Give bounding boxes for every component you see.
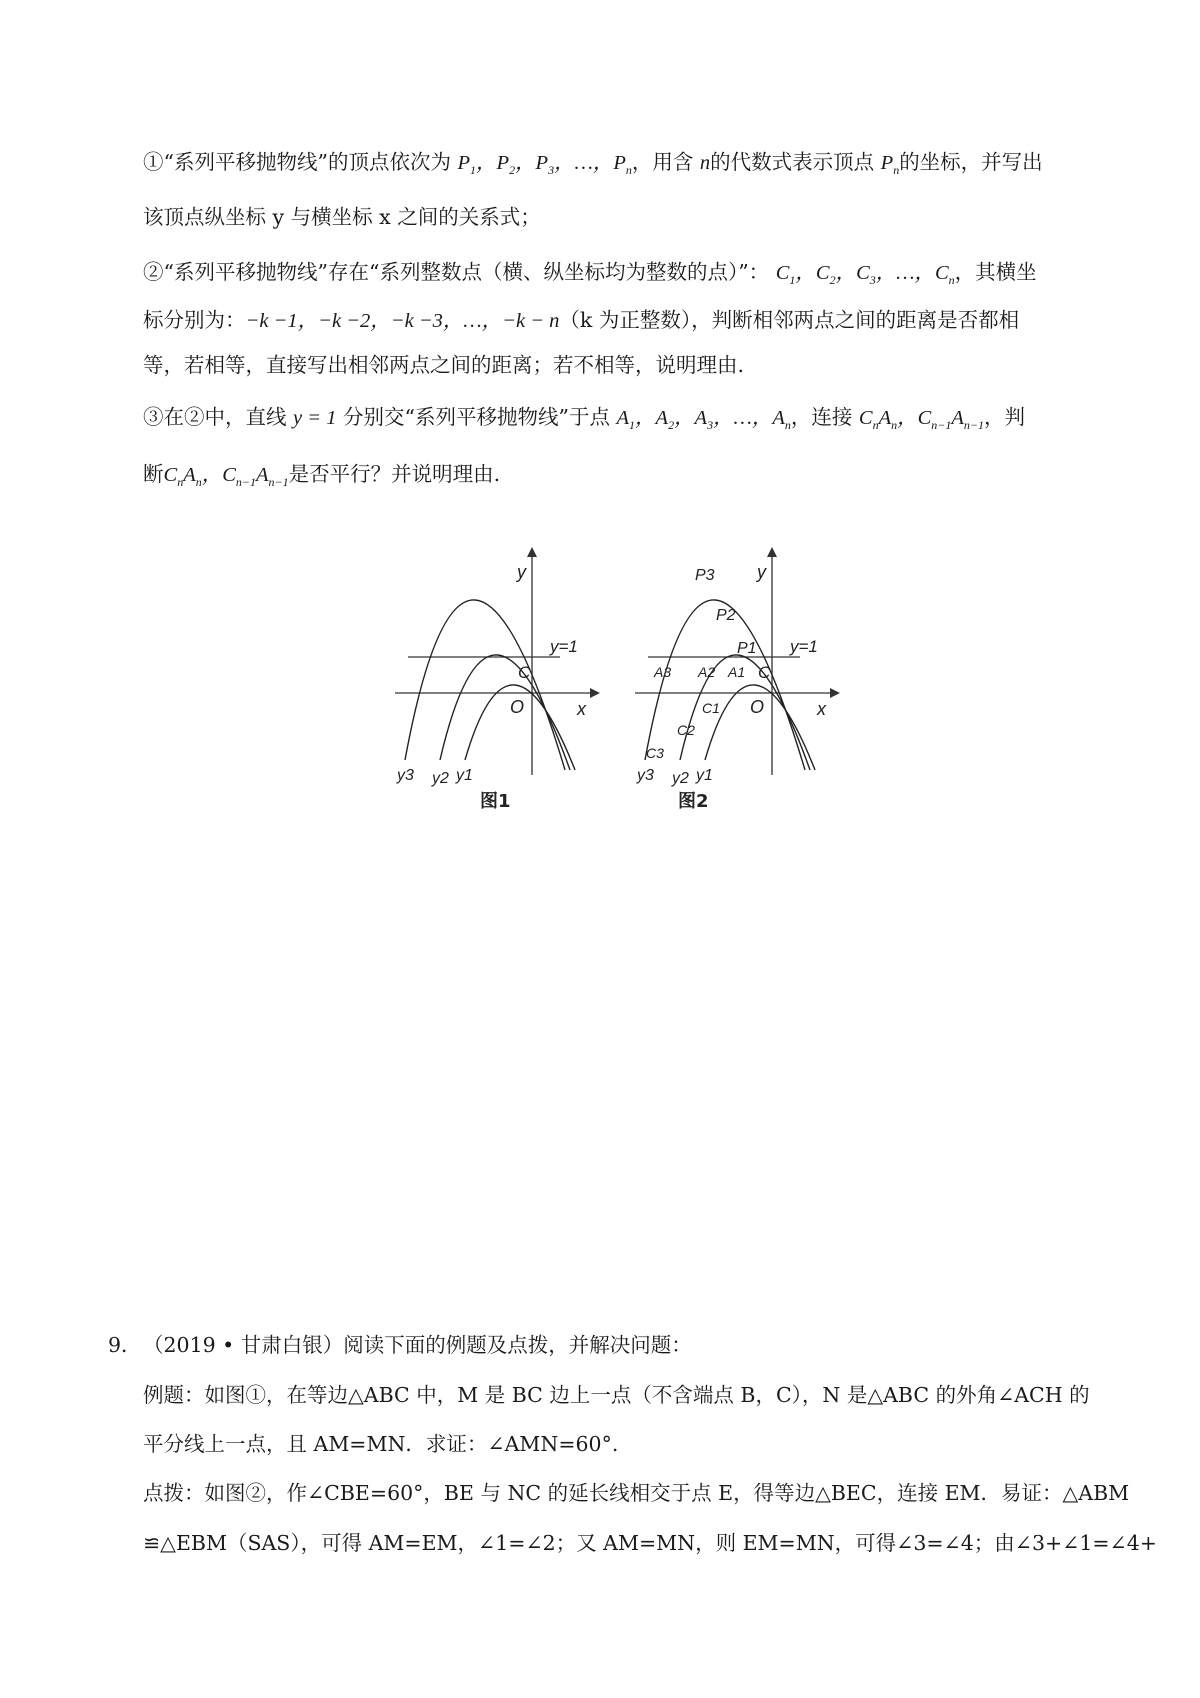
x-axis-label: x: [577, 699, 586, 719]
y-axis-arrow: [767, 547, 777, 557]
point-c3-label: C3: [646, 745, 664, 761]
origin-label: O: [750, 697, 765, 717]
q8-paragraph-1-line-2: 该顶点纵坐标 y 与横坐标 x 之间的关系式；: [143, 205, 541, 229]
y-axis-arrow: [527, 547, 537, 557]
vertex-p3-label: P3: [695, 567, 715, 584]
q8-paragraph-2-line-1: ②“系列平移抛物线”存在“系列整数点（横、纵坐标均为整数的点）”： $C_1$，$C_2$，$C_3$，…，$C_n$，其横坐: [143, 260, 1037, 287]
curve-y2-label: y2: [432, 770, 449, 787]
x-axis-arrow: [830, 688, 840, 698]
curve-y3-label: y3: [637, 767, 654, 784]
question-9-line-2: 例题：如图①，在等边△ABC 中，M 是 BC 边上一点（不含端点 B，C），N 是△ABC 的外角∠ACH 的: [143, 1383, 1090, 1407]
question-9-line-5: ≌△EBM（SAS），可得 AM=EM，∠1=∠2；又 AM=MN，则 EM=MN，可得∠3=∠4；由∠3+∠1=∠4+: [143, 1531, 1157, 1555]
question-9-number: 9．: [108, 1333, 142, 1357]
point-a2-label: A2: [698, 664, 716, 680]
question-9-line-4: 点拨：如图②，作∠CBE=60°，BE 与 NC 的延长线相交于点 E，得等边△BEC，连接 EM．易证：△ABM: [143, 1481, 1130, 1505]
point-a1-label: A1: [728, 664, 746, 680]
q8-paragraph-2-line-2: 标分别为：−k −1，−k −2，−k −3，…，−k − n（k 为正整数），判断相邻两点之间的距离是否都相: [143, 308, 1020, 332]
x-axis-arrow: [590, 688, 600, 698]
question-9-line-1: （2019 • 甘肃白银）阅读下面的例题及点拨，并解决问题：: [143, 1333, 692, 1357]
curve-y2-label: y2: [672, 770, 689, 787]
q8-paragraph-3-line-1: ③在②中，直线 y = 1 分别交“系列平移抛物线”于点 $A_1$，$A_2$，$A_3$，…，$A_n$，连接 $C_nA_n$，$C_{n-1}A_{n-1}$，判: [143, 405, 1026, 432]
line-label: y=1: [790, 637, 818, 656]
math-p-sequence: $P_1$，$P_2$，$P_3$，…，$P_n$: [457, 152, 632, 177]
curve-y3-label: y3: [397, 767, 414, 784]
parabola-y3: [405, 600, 565, 770]
curve-y1-label: y1: [696, 767, 713, 784]
x-axis-label: x: [817, 699, 826, 719]
q8-paragraph-2-line-3: 等，若相等，直接写出相邻两点之间的距离；若不相等，说明理由.: [143, 353, 745, 377]
question-9-line-3: 平分线上一点，且 AM=MN．求证：∠AMN=60°.: [143, 1432, 619, 1456]
line-label: y=1: [550, 637, 578, 656]
vertex-p1-label: P1: [737, 640, 757, 657]
figure-1-caption: 图1: [480, 791, 511, 810]
origin-label: O: [510, 697, 525, 717]
point-a3-label: A3: [654, 664, 672, 680]
parabola-y3: [645, 600, 805, 770]
q8-paragraph-1-line-1: ①“系列平移抛物线”的顶点依次为 $P_1$，$P_2$，$P_3$，…，$P_n$，用含 n的代数式表示顶点 $P_n$的坐标，并写出: [143, 150, 1043, 177]
point-c-label: C: [758, 663, 771, 682]
math-a-sequence: $A_1$，$A_2$，$A_3$，…，$A_n$: [616, 407, 791, 432]
figure-2-caption: 图2: [678, 791, 709, 810]
y-axis-label: y: [517, 562, 526, 582]
figure-2: [630, 545, 840, 810]
math-c-sequence: $C_1$，$C_2$，$C_3$，…，$C_n$: [775, 262, 955, 287]
point-c2-label: C2: [677, 722, 695, 738]
parabola-y2: [440, 655, 570, 770]
point-c1-label: C1: [702, 700, 720, 716]
y-axis-label: y: [757, 562, 766, 582]
vertex-p2-label: P2: [716, 607, 736, 624]
q8-paragraph-3-line-2: 断$C_nA_n$，$C_{n-1}A_{n-1}$是否平行？并说明理由.: [143, 462, 501, 489]
figure-1: [390, 545, 600, 810]
curve-y1-label: y1: [456, 767, 473, 784]
point-c-label: C: [518, 663, 531, 682]
